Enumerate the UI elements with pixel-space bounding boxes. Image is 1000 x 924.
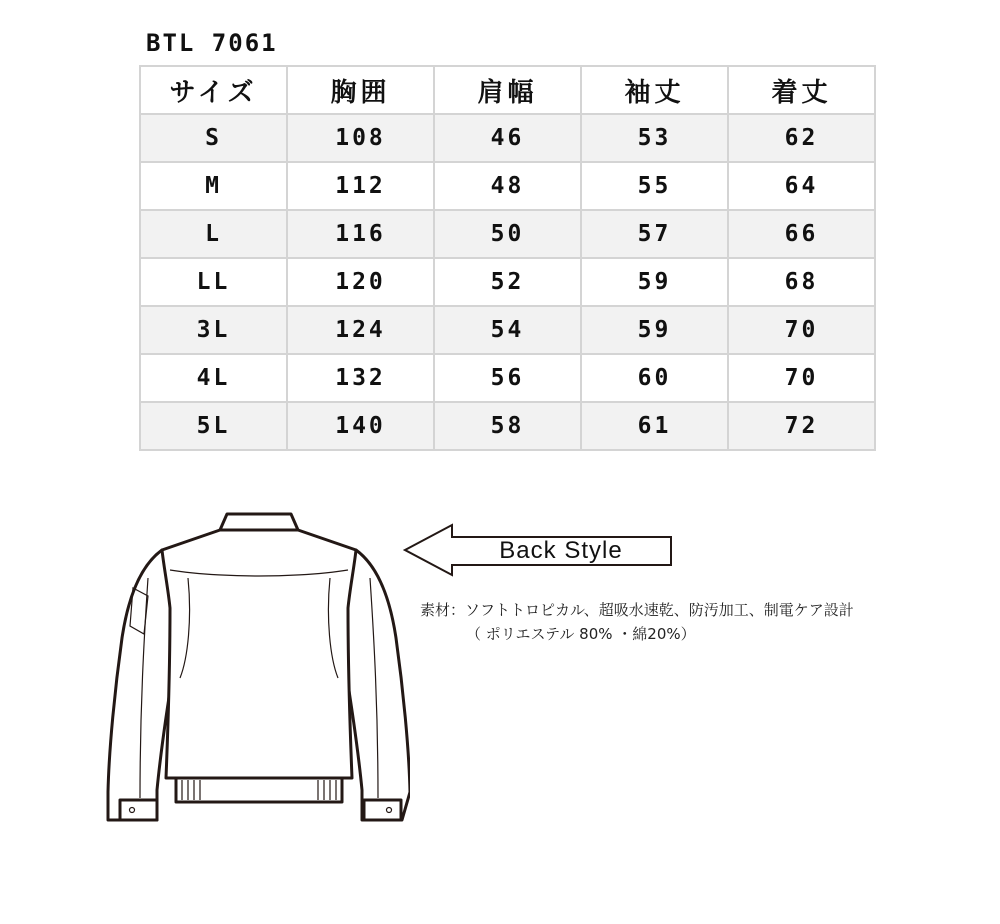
table-row	[140, 354, 875, 402]
sleeve-cell: 53	[581, 114, 728, 162]
back-style-label: Back Style	[499, 537, 623, 564]
size-cell: M	[140, 162, 287, 210]
sleeve-cell: 59	[581, 306, 728, 354]
chest-cell: 112	[287, 162, 434, 210]
chest-cell: 124	[287, 306, 434, 354]
table-row	[140, 306, 875, 354]
length-cell: 68	[728, 258, 875, 306]
header-chest: 胸囲	[287, 66, 434, 114]
material-line-1: 素材：ソフトトロピカル、超吸水速乾、防汚加工、制電ケア設計	[420, 601, 854, 619]
table-header-row	[140, 66, 875, 114]
chest-cell: 140	[287, 402, 434, 450]
size-cell: LL	[140, 258, 287, 306]
sleeve-cell: 59	[581, 258, 728, 306]
header-sleeve-length: 袖丈	[581, 66, 728, 114]
sleeve-cell: 61	[581, 402, 728, 450]
header-body-length: 着丈	[728, 66, 875, 114]
table-row	[140, 402, 875, 450]
shoulder-cell: 50	[434, 210, 581, 258]
shoulder-cell: 52	[434, 258, 581, 306]
right-cuff	[364, 800, 401, 820]
length-cell: 70	[728, 354, 875, 402]
header-size: サイズ	[140, 66, 287, 114]
table-row	[140, 210, 875, 258]
sleeve-cell: 60	[581, 354, 728, 402]
length-cell: 66	[728, 210, 875, 258]
table-row	[140, 258, 875, 306]
size-cell: S	[140, 114, 287, 162]
waistband	[176, 778, 342, 802]
length-cell: 70	[728, 306, 875, 354]
size-cell: 4L	[140, 354, 287, 402]
material-description	[420, 598, 854, 646]
size-table	[139, 65, 876, 451]
chest-cell: 132	[287, 354, 434, 402]
jacket-body	[162, 530, 356, 778]
length-cell: 64	[728, 162, 875, 210]
table-row	[140, 114, 875, 162]
left-cuff	[120, 800, 157, 820]
size-cell: L	[140, 210, 287, 258]
sleeve-cell: 57	[581, 210, 728, 258]
length-cell: 62	[728, 114, 875, 162]
chest-cell: 116	[287, 210, 434, 258]
header-shoulder-width: 肩幅	[434, 66, 581, 114]
size-cell: 5L	[140, 402, 287, 450]
jacket-back-illustration	[100, 508, 410, 828]
collar	[220, 514, 298, 530]
sleeve-cell: 55	[581, 162, 728, 210]
size-cell: 3L	[140, 306, 287, 354]
length-cell: 72	[728, 402, 875, 450]
material-line-2: （ ポリエステル 80% ・綿20%）	[466, 625, 696, 643]
shoulder-cell: 46	[434, 114, 581, 162]
table-row	[140, 162, 875, 210]
chest-cell: 108	[287, 114, 434, 162]
model-code: BTL 7061	[146, 29, 278, 57]
shoulder-cell: 48	[434, 162, 581, 210]
shoulder-cell: 54	[434, 306, 581, 354]
shoulder-cell: 56	[434, 354, 581, 402]
shoulder-cell: 58	[434, 402, 581, 450]
chest-cell: 120	[287, 258, 434, 306]
